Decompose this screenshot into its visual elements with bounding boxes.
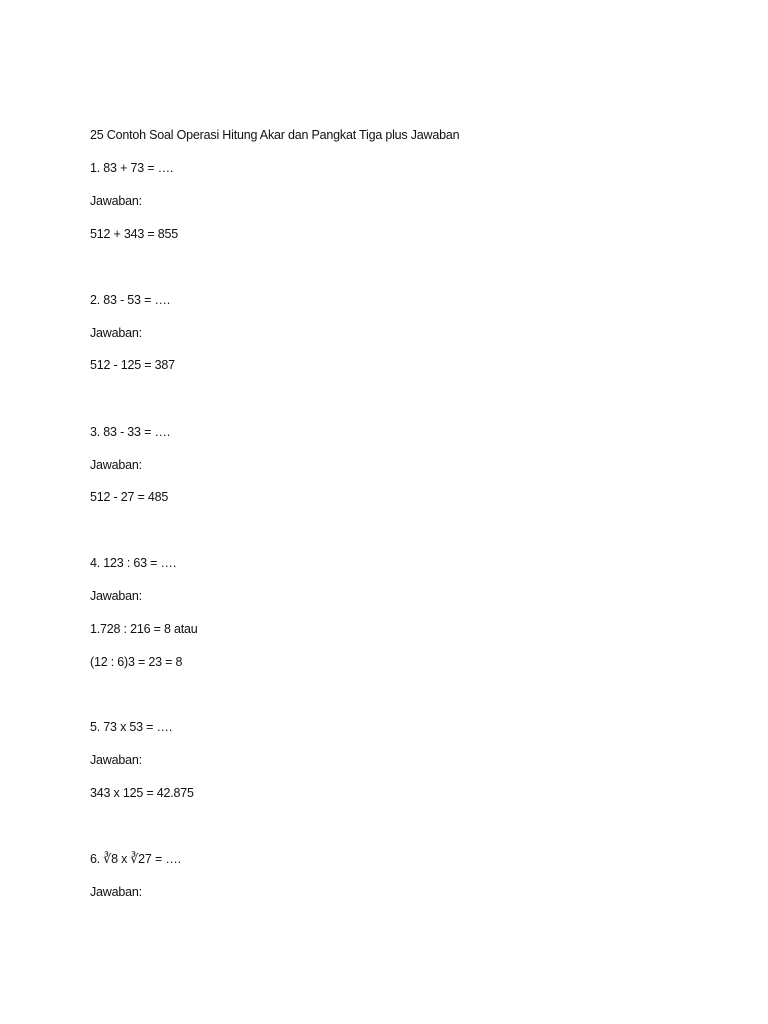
question-3: 3. 83 - 33 = …. xyxy=(90,425,171,439)
question-1: 1. 83 + 73 = …. xyxy=(90,161,174,175)
answer-3: 512 - 27 = 485 xyxy=(90,490,169,504)
answer-label-3: Jawaban: xyxy=(90,458,142,472)
answer-5: 343 x 125 = 42.875 xyxy=(90,786,194,800)
answer-label-1: Jawaban: xyxy=(90,194,142,208)
answer-label-4: Jawaban: xyxy=(90,589,142,603)
answer-4-line-1: 1.728 : 216 = 8 atau xyxy=(90,622,198,636)
document-title: 25 Contoh Soal Operasi Hitung Akar dan Pangkat Tiga plus Jawaban xyxy=(90,128,460,142)
answer-label-6: Jawaban: xyxy=(90,885,142,899)
answer-label-2: Jawaban: xyxy=(90,326,142,340)
question-5: 5. 73 x 53 = …. xyxy=(90,720,173,734)
question-6: 6. ∛8 x ∛27 = …. xyxy=(90,852,181,866)
answer-2: 512 - 125 = 387 xyxy=(90,358,175,372)
answer-4-line-2: (12 : 6)3 = 23 = 8 xyxy=(90,655,183,669)
answer-1: 512 + 343 = 855 xyxy=(90,227,179,241)
answer-label-5: Jawaban: xyxy=(90,753,142,767)
question-2: 2. 83 - 53 = …. xyxy=(90,293,171,307)
question-4: 4. 123 : 63 = …. xyxy=(90,556,177,570)
